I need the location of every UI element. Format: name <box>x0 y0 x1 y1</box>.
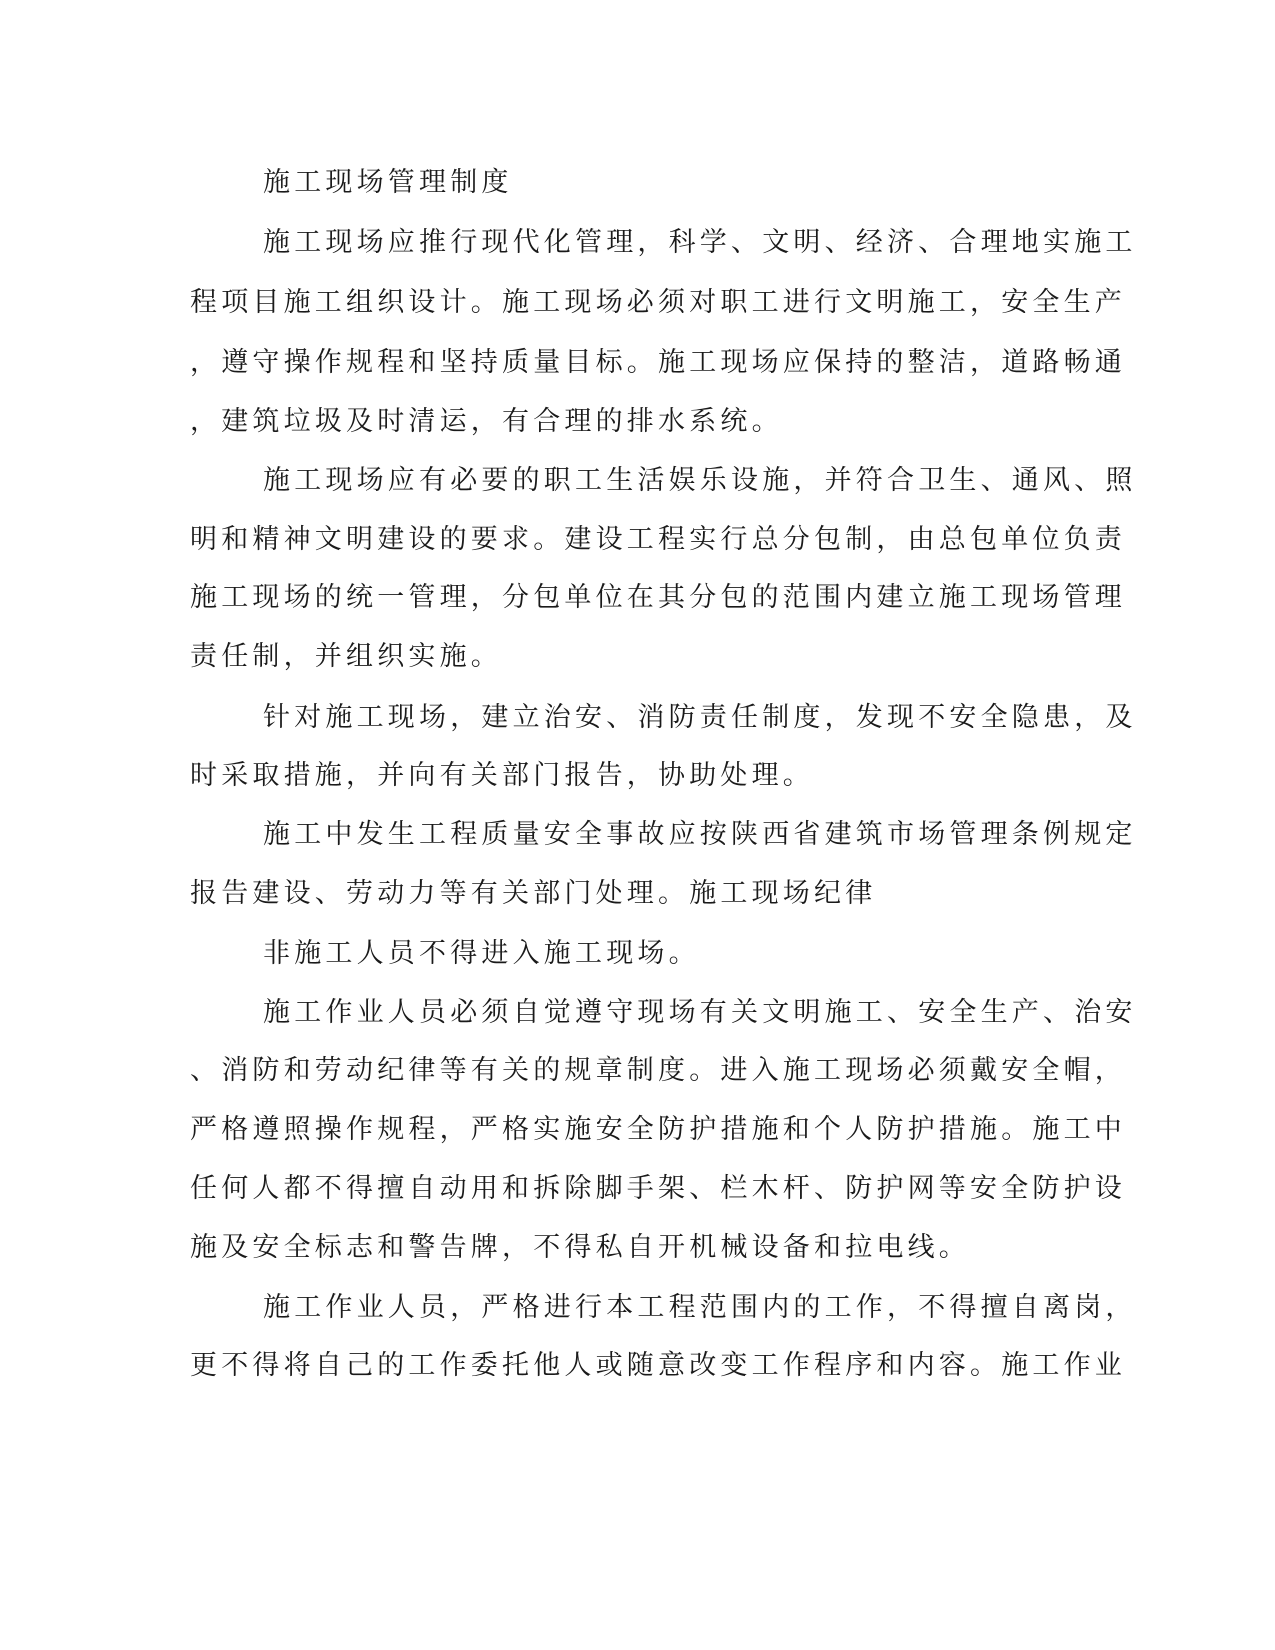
text-line: 程项目施工组织设计。施工现场必须对职工进行文明施工，安全生产 <box>190 287 1126 318</box>
text-line: 施工中发生工程质量安全事故应按陕西省建筑市场管理条例规定 <box>263 819 1137 850</box>
text-line: 针对施工现场，建立治安、消防责任制度，发现不安全隐患，及 <box>263 702 1137 733</box>
text-line: 施工作业人员，严格进行本工程范围内的工作，不得擅自离岗， <box>263 1292 1137 1323</box>
text-line: 、消防和劳动纪律等有关的规章制度。进入施工现场必须戴安全帽， <box>190 1055 1126 1086</box>
text-line: ，建筑垃圾及时清运，有合理的排水系统。 <box>190 406 783 437</box>
text-line: 施及安全标志和警告牌，不得私自开机械设备和拉电线。 <box>190 1232 970 1263</box>
document-title: 施工现场管理制度 <box>263 167 513 198</box>
text-line: 施工现场应推行现代化管理，科学、文明、经济、合理地实施工 <box>263 227 1137 258</box>
text-line: 施工作业人员必须自觉遵守现场有关文明施工、安全生产、治安 <box>263 997 1137 1028</box>
text-line: 施工现场应有必要的职工生活娱乐设施，并符合卫生、通风、照 <box>263 465 1137 496</box>
text-line: 责任制，并组织实施。 <box>190 641 502 672</box>
text-line: 报告建设、劳动力等有关部门处理。施工现场纪律 <box>190 878 877 909</box>
text-line: 更不得将自己的工作委托他人或随意改变工作程序和内容。施工作业 <box>190 1350 1126 1381</box>
text-line: 严格遵照操作规程，严格实施安全防护措施和个人防护措施。施工中 <box>190 1114 1126 1145</box>
text-line: 任何人都不得擅自动用和拆除脚手架、栏木杆、防护网等安全防护设 <box>190 1173 1126 1204</box>
text-line: ，遵守操作规程和坚持质量目标。施工现场应保持的整洁，道路畅通 <box>190 347 1126 378</box>
text-line: 施工现场的统一管理，分包单位在其分包的范围内建立施工现场管理 <box>190 582 1126 613</box>
text-line: 非施工人员不得进入施工现场。 <box>263 938 700 969</box>
text-line: 时采取措施，并向有关部门报告，协助处理。 <box>190 760 814 791</box>
text-line: 明和精神文明建设的要求。建设工程实行总分包制，由总包单位负责 <box>190 524 1126 555</box>
